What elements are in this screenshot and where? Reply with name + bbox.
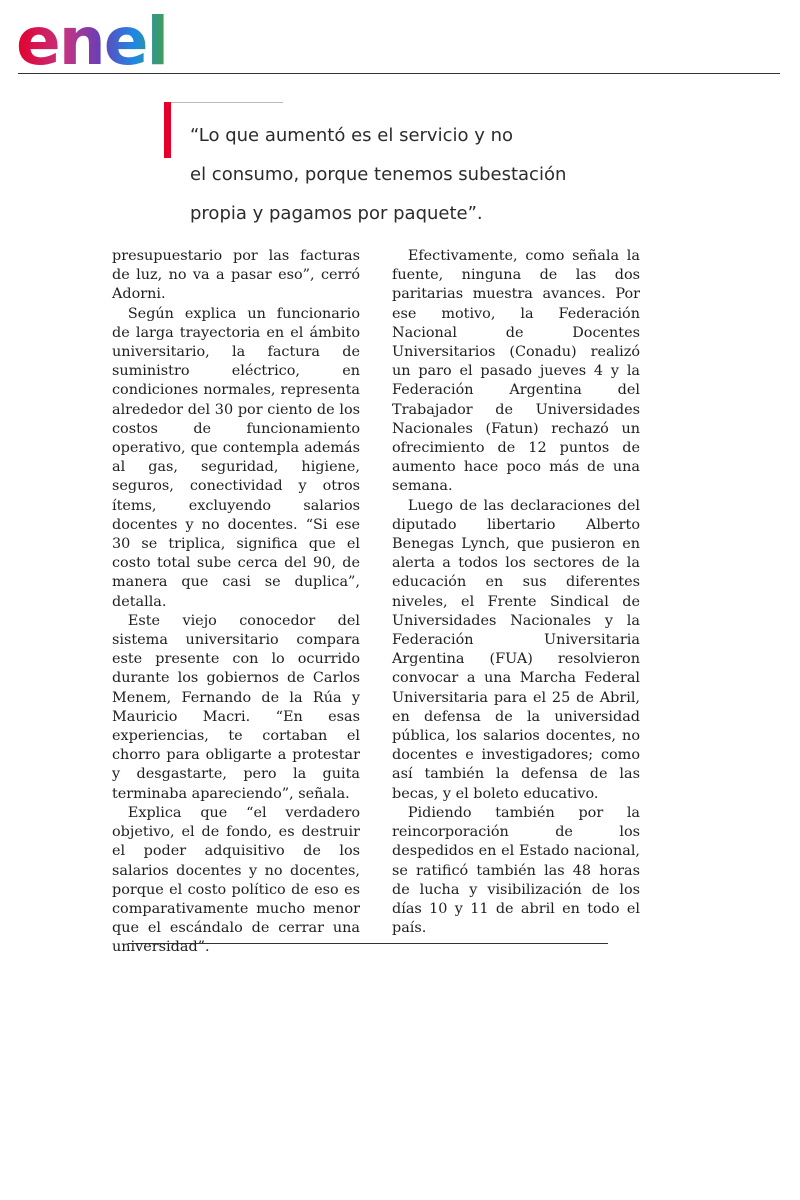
article-column-right — [392, 247, 640, 938]
article-paragraph: Pidiendo también por la reincorporación de los despedidos en el Estado nacional, se ratificó también las 48 horas de lucha y visibilización de los días 10 y 11 de abril en todo el país. — [392, 804, 640, 937]
logo-text: enel — [16, 4, 168, 70]
article-paragraph: Efectivamente, como señala la fuente, ninguna de las dos paritarias muestra avances. Por ese motivo, la Federación Nacional de Docentes Universitarios (Conadu) realizó un paro el pasado jueves 4 y la Federación Argentina del Trabajador de Universidades Nacionales (Fatun) rechazó un ofrecimiento de 12 puntos de aumento hace poco más de una semana. — [392, 248, 640, 495]
pull-quote-text — [190, 116, 610, 233]
pull-quote-line: el consumo, porque tenemos subestación — [190, 164, 567, 185]
footer-divider — [128, 943, 608, 944]
article-paragraph: presupuestario por las facturas de luz, no va a pasar eso”, cerró Adorni. — [112, 248, 360, 303]
article-paragraph: Este viejo conocedor del sistema universitario compara este presente con lo ocurrido durante los gobiernos de Carlos Menem, Fernando de la Rúa y Mauricio Macri. “En esas experiencias, te cortaban el chorro para obligarte a protestar y desgastarte, pero la guita terminaba apareciendo”, señala. — [112, 612, 360, 802]
pull-quote-accent-bar — [164, 102, 171, 158]
article-column-left — [112, 247, 360, 958]
header-divider — [18, 73, 780, 74]
pull-quote — [164, 100, 604, 230]
article-paragraph: Explica que “el verdadero objetivo, el de fondo, es destruir el poder adquisitivo de los salarios docentes y no docentes, porque el costo político de eso es comparativamente mucho menor que el escándalo de cerrar una universidad”. — [112, 804, 360, 956]
pull-quote-line: propia y pagamos por paquete”. — [190, 203, 483, 224]
pull-quote-top-rule — [171, 102, 283, 103]
article-paragraph: Según explica un funcionario de larga trayectoria en el ámbito universitario, la factura de suministro eléctrico, en condiciones normales, representa alrededor del 30 por ciento de los costos de funcionamiento operativo, que contempla además al gas, seguridad, higiene, seguros, conectividad y otros ítems, excluyendo salarios docentes y no docentes. “Si ese 30 se triplica, significa que el costo total sube cerca del 90, de manera que casi se duplica”, detalla. — [112, 305, 360, 610]
pull-quote-line: “Lo que aumentó es el servicio y no — [190, 125, 513, 146]
enel-logo — [16, 4, 186, 70]
article-paragraph: Luego de las declaraciones del diputado libertario Alberto Benegas Lynch, que pusieron en alerta a todos los sectores de la educación en sus diferentes niveles, el Frente Sindical de Universidades Nacionales y la Federación Universitaria Argentina (FUA) resolvieron convocar a una Marcha Federal Universitaria para el 25 de Abril, en defensa de la universidad pública, los salarios docentes, no docentes e investigadores; como así también la defensa de las becas, y el boleto educativo. — [392, 497, 640, 802]
